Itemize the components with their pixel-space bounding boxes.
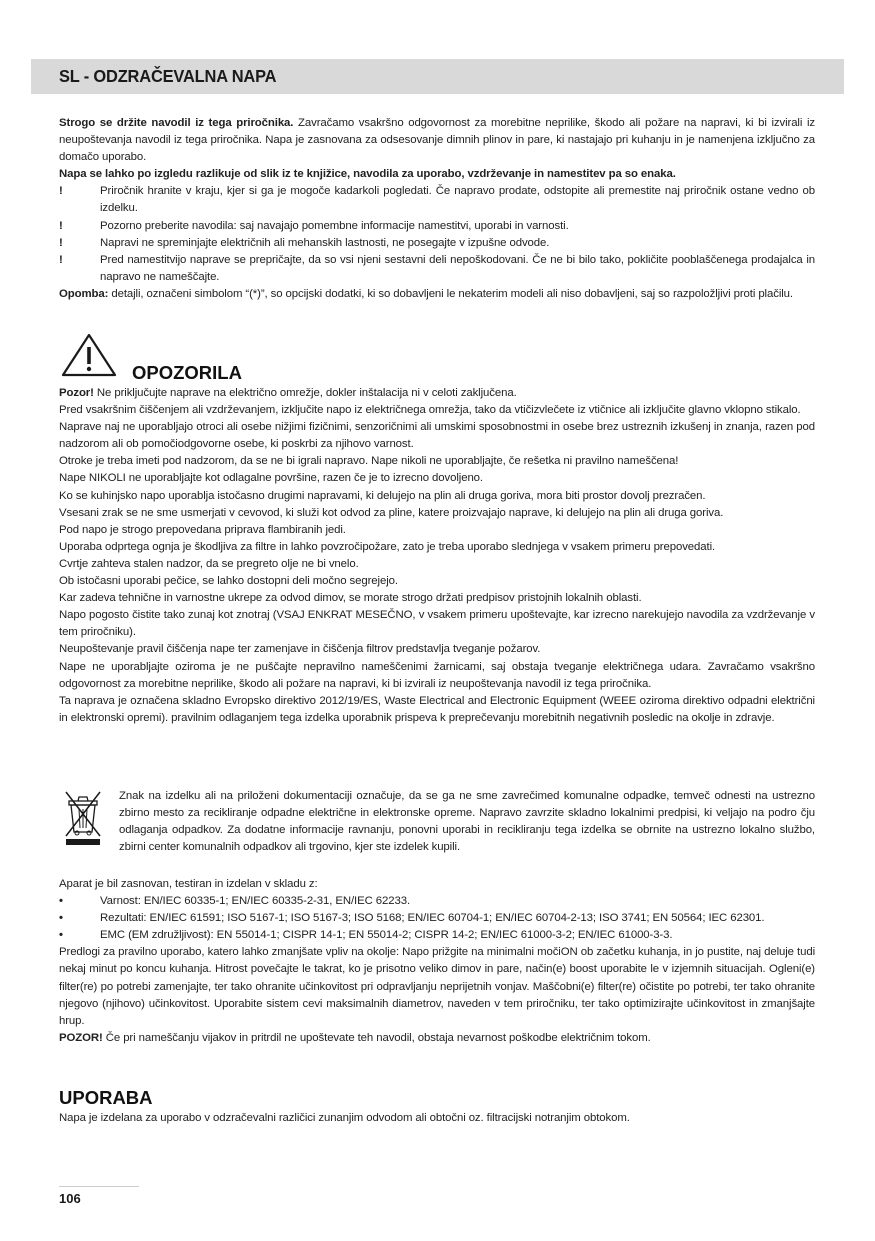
bullet-text: Priročnik hranite v kraju, kjer si ga je mogoče kadarkoli pogledati. Če napravo prodate, odstopite ali premestite naj priročnik ostane vedno ob izdelku.: [100, 185, 815, 215]
footer-divider: [59, 1186, 139, 1187]
warning-line: Nape NIKOLI ne uporabljajte kot odlagalne površine, razen če je to izrecno dovoljeno.: [59, 472, 483, 485]
note-bold: Opomba:: [59, 287, 109, 300]
bullet-mark: !: [59, 236, 63, 249]
weee-bin-icon: [63, 788, 103, 848]
bullet-mark: !: [59, 219, 63, 232]
pozor-bold: Pozor!: [59, 387, 94, 399]
warning-line: Ko se kuhinjsko napo uporablja istočasno drugimi napravami, ki delujejo na plin ali druga goriva, mora biti prostor dovolj prezračen.: [59, 489, 706, 502]
note-text: detajli, označeni simbolom “(*)”, so opcijski dodatki, ki so dobavljeni le nekaterim modeli ali niso dobavljeni, saj so razpoložljivi proti plačilu.: [108, 287, 793, 300]
standards-item-text: EMC (EM združljivost): EN 55014-1; CISPR 14-1; EN 55014-2; CISPR 14-2; EN/IEC 61000-3-2; EN/IEC 61000-3-3.: [100, 929, 673, 942]
bullet-text: Napravi ne spreminjajte električnih ali mehanskih lastnosti, ne posegajte v izpušne odvode.: [100, 236, 550, 249]
page-title: SL - ODZRAČEVALNA NAPA: [59, 66, 277, 86]
intro-notice-bold: Napa se lahko po izgledu razlikuje od slik iz te knjižice, navodila za uporabo, vzdrževanje in namestitev pa so enaka.: [59, 168, 676, 181]
usage-text: Napa je izdelana za uporabo v odzračevalni različici zunanjim odvodom ali obtočni oz. filtracijski notranjim obtokom.: [59, 1112, 630, 1124]
standards-item-text: Rezultati: EN/IEC 61591; ISO 5167-1; ISO 5167-3; ISO 5168; EN/IEC 60704-1; EN/IEC 60704-2-13; ISO 3741; EN 50564; IEC 62301.: [100, 912, 765, 925]
warning-line: Nape ne uporabljajte oziroma je ne puščajte nepravilno nameščenimi žarnicami, saj obstaja tveganje električnega udara. Zavračamo vsakršno odgovornost za morebitne neprilike, škodo ali požare na napravi, ki bi izvirali iz neupoštevanja navodil iz tega priročnika.: [59, 660, 815, 690]
intro-section: [59, 115, 815, 303]
warning-line: Uporaba odprtega ognja je škodljiva za filtre in lahko povzročipožare, zato je treba uporabo slednjega v vsakem primeru prepovedati.: [59, 540, 716, 553]
intro-bullet: [59, 235, 815, 252]
pozor-caps-text: Če pri nameščanju vijakov in pritrdil ne upoštevate teh navodil, obstaja nevarnost poškodbe električnim tokom.: [102, 1031, 651, 1044]
pozor-paragraph: [59, 1030, 815, 1047]
intro-paragraph: [59, 115, 815, 166]
warning-line: Kar zadeva tehnične in varnostne ukrepe za odvod dimov, se morate strogo držati predpisov pristojnih lokalnih oblasti.: [59, 592, 642, 605]
warning-line: Ob istočasni uporabi pečice, se lahko dostopni deli močno segrejejo.: [59, 575, 398, 588]
warning-line: Ta naprava je označena skladno Evropsko direktivo 2012/19/ES, Waste Electrical and Electronic Equipment (WEEE oziroma direktivo odpadni električni in elektronski opremi). pravilnim odlaganjem tega izdelka uporabnik prispeva k preprečevanju morebitnih negativnih posledic na okolje in zdravje.: [59, 694, 815, 724]
eco-advice: Predlogi za pravilno uporabo, katero lahko zmanjšate vpliv na okolje: Napo prižgite na minimalni močiON ob začetku kuhanja, in jo pustite, naj deluje tudi nekaj minut po koncu kuhanja. Hitrost povečajte le takrat, ko je prisotno veliko dimov in pare, način(e) boost uporabite le v izjemnih situacijah. Ogleni(e) filter(re) po potrebi zamenjajte, ter tako ohranite učinkovitost pri odpravljanju neprijetnih vonjav. Maščobni(e) filter(re) očistite po potrebi, ter tako ohranite njegovo (njihovo) učinkovitost. Uporabite sistem cevi maksimalnih diametrov, naveden v tem priročniku, ter tako optimizirajte učinkovitost in zmanjšajte hrup.: [59, 946, 815, 1027]
warning-line: Cvrtje zahteva stalen nadzor, da se pregreto olje ne bi vnelo.: [59, 557, 359, 570]
intro-bullet: [59, 218, 815, 235]
pozor-caps-bold: POZOR!: [59, 1031, 103, 1044]
standards-item: [59, 910, 815, 927]
warning-line: Pod napo je strogo prepovedana priprava flambiranih jedi.: [59, 523, 346, 536]
intro-bullet: [59, 252, 815, 286]
bullet-text: Pozorno preberite navodila: saj navajajo pomembne informacije namestitvi, uporabi in varnosti.: [100, 219, 569, 232]
note-paragraph: [59, 286, 815, 303]
bullet-mark: !: [59, 253, 63, 266]
warnings-header: [60, 332, 460, 384]
standards-item: [59, 927, 815, 944]
warning-line: Vsesani zrak se ne sme usmerjati v cevovod, ki služi kot odvod za pline, katere proizvajajo naprave, ki delujejo na plin ali druga goriva.: [59, 506, 724, 519]
standards-item-text: Varnost: EN/IEC 60335-1; EN/IEC 60335-2-31, EN/IEC 62233.: [100, 895, 411, 908]
intro-bullet: [59, 183, 815, 217]
warning-line: Naprave naj ne uporabljajo otroci ali osebe nižjimi fizičnimi, senzoričnimi ali umskimi sposobnostmi in osebe brez ustreznih izkušenj in znanja, razen pod nadzorom ali ob pomočiodgovorne osebe, ki poskrbi za njihovo varnost.: [59, 421, 815, 451]
page-number: 106: [59, 1191, 81, 1206]
bullet-mark: •: [59, 912, 63, 925]
warning-line: Otroke je treba imeti pod nadzorom, da se ne bi igrali napravo. Nape nikoli ne uporabljajte, če rešetka ni pravilno nameščena!: [59, 455, 679, 468]
bullet-mark: !: [59, 185, 63, 198]
intro-bold: Strogo se držite navodil iz tega priročnika.: [59, 117, 294, 129]
bullet-mark: •: [59, 929, 63, 942]
warning-line: Pred vsakršnim čiščenjem ali vzdrževanjem, izključite napo iz električnega omrežja, tako da vtičizvlečete iz vtičnice ali izključite glavno vklopno stikalo.: [59, 404, 801, 417]
usage-title: UPORABA: [59, 1087, 153, 1108]
warning-line: Napo pogosto čistite tako zunaj kot znotraj (VSAJ ENKRAT MESEČNO, v vsakem primeru upoštevajte, kar izrecno narekujejo navodila za vzdrževanje v tem priročniku).: [59, 609, 815, 639]
pozor-text: Ne priključujte naprave na električno omrežje, dokler inštalacija ni v celoti zaključena.: [93, 387, 517, 399]
warnings-title: OPOZORILA: [132, 362, 242, 383]
intro-notice: [59, 166, 815, 183]
standards-section: [59, 876, 815, 1047]
warning-triangle-icon: [60, 332, 118, 378]
warnings-section: [59, 385, 815, 727]
standards-item: [59, 893, 815, 910]
weee-paragraph: Znak na izdelku ali na priloženi dokumentaciji označuje, da se ga ne sme zavrečimed komunalne odpadke, temveč odnesti na ustrezno zbirno mesto za recikliranje odpadne električne in elektronske opreme. Napravo zavrzite skladno lokalnimi predpisi, ki veljajo na podro čju odlaganja odpadkov. Za dodatne informacije ravnanju, ponovni uporabi in recikliranju tega izdelka se obrnite na ustrezno lokalno službo, zbirni center komunalnih odpadkov ali trgovino, kjer ste izdelek kupili.: [119, 790, 815, 854]
warning-line: Neupoštevanje pravil čiščenja nape ter zamenjave in čiščenja filtrov predstavlja tveganje požarov.: [59, 643, 541, 656]
standards-intro: Aparat je bil zasnovan, testiran in izdelan v skladu z:: [59, 878, 318, 890]
bullet-text: Pred namestitvijo naprave se prepričajte, da so vsi njeni sestavni deli nepoškodovani. Če ne bi bilo tako, pokličite pooblaščenega prodajalca in napravo ne nameščajte.: [100, 253, 815, 283]
usage-section: [59, 1110, 815, 1127]
bullet-mark: •: [59, 895, 63, 908]
intro-text: Zavračamo vsakršno odgovornost za morebitne neprilike, škodo ali požare na napravi, ki bi izvirali iz neupoštevanja navodil iz tega priročnika. Napa je zasnovana za odsesovanje dimnih plinov in pare, ki nastajajo pri kuhanju in je namenjena izključno za domačo uporabo.: [59, 117, 815, 164]
warning-line: [59, 385, 815, 402]
